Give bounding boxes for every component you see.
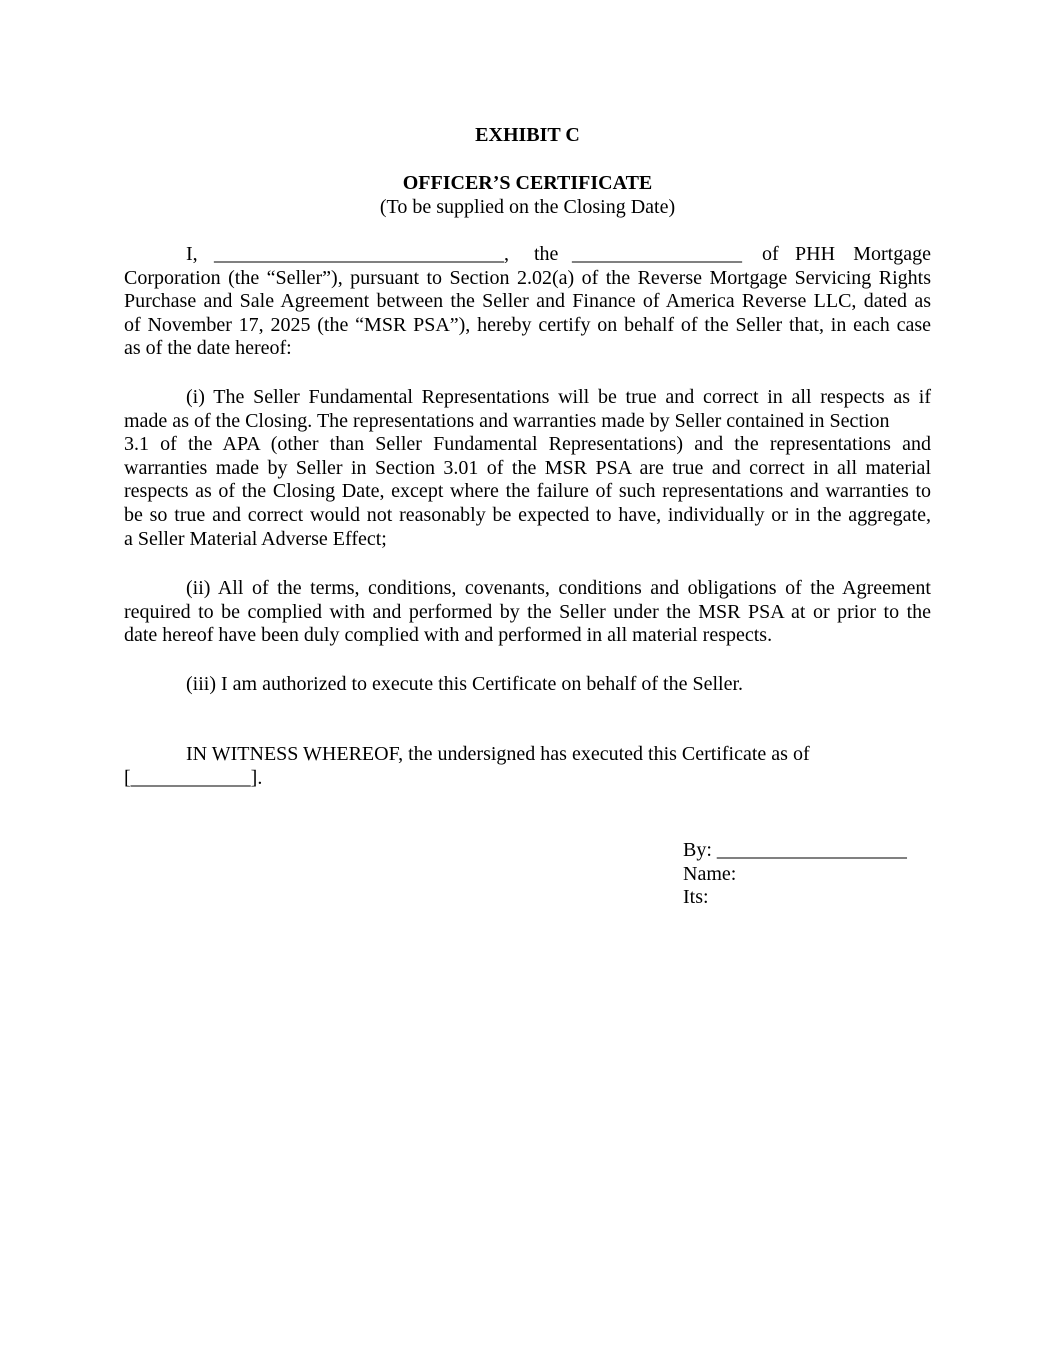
certificate-subheading: (To be supplied on the Closing Date) — [379, 196, 676, 218]
clause-i-line-7: a Seller Material Adverse Effect; — [124, 527, 387, 550]
intro-i: I, — [186, 243, 198, 265]
exhibit-title: EXHIBIT C — [475, 124, 580, 146]
signature-its-label: Its: — [683, 886, 709, 909]
signature-name-label: Name: — [683, 862, 737, 885]
intro-of: of — [762, 243, 779, 265]
intro-line-4: of November 17, 2025 (the “MSR PSA”), hereby certify on behalf of the Seller that, in each case — [124, 313, 931, 336]
intro-phh: PHH — [795, 243, 836, 265]
intro-line-3: Purchase and Sale Agreement between the Seller and Finance of America Reverse LLC, dated as — [124, 290, 931, 313]
witness-date-blank: [____________]. — [124, 766, 263, 789]
intro-mortgage: Mortgage — [853, 243, 931, 265]
intro-line-2: Corporation (the “Seller”), pursuant to Section 2.02(a) of the Reverse Mortgage Servicing Rights — [124, 266, 931, 289]
witness-paragraph — [124, 743, 931, 790]
clause-i-line-6: be so true and correct would not reasonably be expected to have, individually or in the aggregate, — [124, 503, 931, 526]
clause-i-line-5: respects as of the Closing Date, except where the failure of such representations and warranties to — [124, 480, 931, 503]
clause-i-line-3: 3.1 of the APA (other than Seller Fundamental Representations) and the representations and — [124, 433, 931, 456]
officer-title-blank: _________________ — [572, 243, 742, 265]
certificate-heading: OFFICER’S CERTIFICATE — [402, 172, 653, 194]
clause-ii-line-2: required to be complied with and performed by the Seller under the MSR PSA at or prior to the — [124, 600, 931, 623]
intro-line-1 — [124, 243, 931, 267]
clause-i-line-1: (i) The Seller Fundamental Representations will be true and correct in all respects as if — [186, 386, 931, 408]
clause-i-line-4: warranties made by Seller in Section 3.01 of the MSR PSA are true and correct in all material — [124, 456, 931, 479]
intro-paragraph — [124, 243, 931, 361]
clause-iii-paragraph — [124, 673, 931, 697]
clause-ii-line-3: date hereof have been duly complied with and performed in all material respects. — [124, 624, 773, 647]
intro-the: the — [534, 243, 559, 265]
signature-block — [683, 839, 943, 910]
clause-i-paragraph — [124, 386, 931, 551]
clause-iii-line-1: (iii) I am authorized to execute this Certificate on behalf of the Seller. — [186, 673, 744, 695]
clause-i-line-2: made as of the Closing. The representations and warranties made by Seller contained in Section — [124, 409, 890, 432]
clause-ii-paragraph — [124, 577, 931, 648]
intro-line-5: as of the date hereof: — [124, 337, 292, 360]
signature-by-line: By: ___________________ — [683, 839, 907, 861]
clause-ii-line-1: (ii) All of the terms, conditions, covenants, conditions and obligations of the Agreement — [186, 577, 931, 599]
witness-line-1: IN WITNESS WHEREOF, the undersigned has executed this Certificate as of — [186, 743, 810, 765]
officer-name-blank: _____________________________, — [214, 243, 509, 265]
